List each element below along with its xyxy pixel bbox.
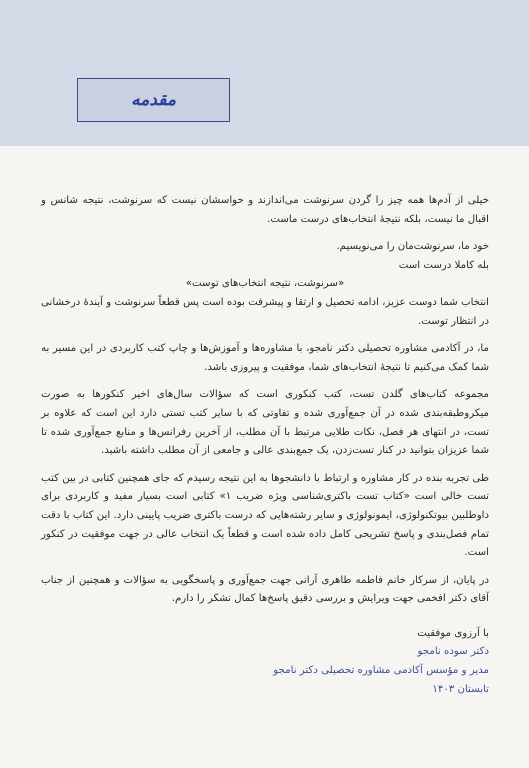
signature-name: دکتر سوده نامجو <box>417 646 489 658</box>
paragraph-thanks: در پایان، از سرکار خانم فاطمه طاهری آرانی جهت جمع‌آوری و پاسخگویی به سؤالات و همچنین از جناب آقای دکتر افخمی جهت ویرایش و بررسی دقیق پاسخ‌ها کمال تشکر را دارم. <box>41 574 489 605</box>
paragraph-agree: بله کاملا درست است <box>398 259 489 271</box>
paragraph-golden-test: مجموعه کتاب‌های گلدن تست، کتب کنکوری است که سؤالات سال‌های اخیر کنکورها به صورت میکروطبقه‌بندی شده در آن جمع‌آوری شده و تفاوتی که با سایر کتب تستی دارد این است که علاوه بر تست، در انتهای هر فصل، نکات طلایی مرتبط با آن مطلب، از آخرین رفرانس‌ها و منابع جمع‌آوری شده تا شما عزیزان بتوانید در کنار تست‌زدن، یک جمع‌بندی عالی و جامعی از آن مطلب داشته باشید. <box>41 389 489 457</box>
paragraph-experience: طی تجربه بنده در کار مشاوره و ارتباط با دانشجوها به این نتیجه رسیدم که جای همچنین کتابی در بین کتب تست خالی است «کتاب تست باکتری‌شناسی ویژه ضریب ۱» کتابی است بسیار مفید و کاربردی برای داوطلبین بیوتکنولوژی، ایمونولوژی و سایر رشته‌هایی که درست باکتری ضریب پایینی دارد. این کتاب با دقت تمام فصل‌بندی و پاسخ تشریحی کامل داده شده است و قطعاً یک انتخاب عالی در جهت موفقیت در کنکور است. <box>41 472 489 559</box>
signature-role: مدیر و مؤسس آکادمی مشاوره تحصیلی دکتر نامجو <box>273 665 489 677</box>
quote: «سرنوشت، نتیجه انتخاب‌های توست» <box>185 278 345 290</box>
paragraph-choice: انتخاب شما دوست عزیز، ادامه تحصیل و ارتقا و پیشرفت بوده است پس قطعاً سرنوشت و آیندهٔ درخشانی در انتظار توست. <box>41 296 489 327</box>
signature-closing: با آرزوی موفقیت <box>417 627 489 639</box>
signature-block <box>41 625 489 699</box>
header-band <box>0 0 529 146</box>
signature-date: تابستان ۱۴۰۳ <box>432 683 489 695</box>
paragraph-academy: ما، در آکادمی مشاوره تحصیلی دکتر نامجو، با مشاوره‌ها و آموزش‌ها و چاپ کتب کاربردی در این مسیر به شما کمک می‌کنیم تا نتیجهٔ انتخاب‌های شما، موفقیت و پیروزی باشد. <box>41 343 489 373</box>
body-text <box>41 192 489 699</box>
page-title: مقدمه <box>131 90 176 110</box>
paragraph-intro: خیلی از آدم‌ها همه چیز را گردن سرنوشت می‌اندازند و حواسشان نیست که سرنوشت، نتیجه شانس و اقبال ما نیست، بلکه نتیجهٔ انتخاب‌های درست ماست. <box>41 195 489 225</box>
paragraph-write-destiny: خود ما، سرنوشت‌مان را می‌نویسیم. <box>336 241 489 253</box>
